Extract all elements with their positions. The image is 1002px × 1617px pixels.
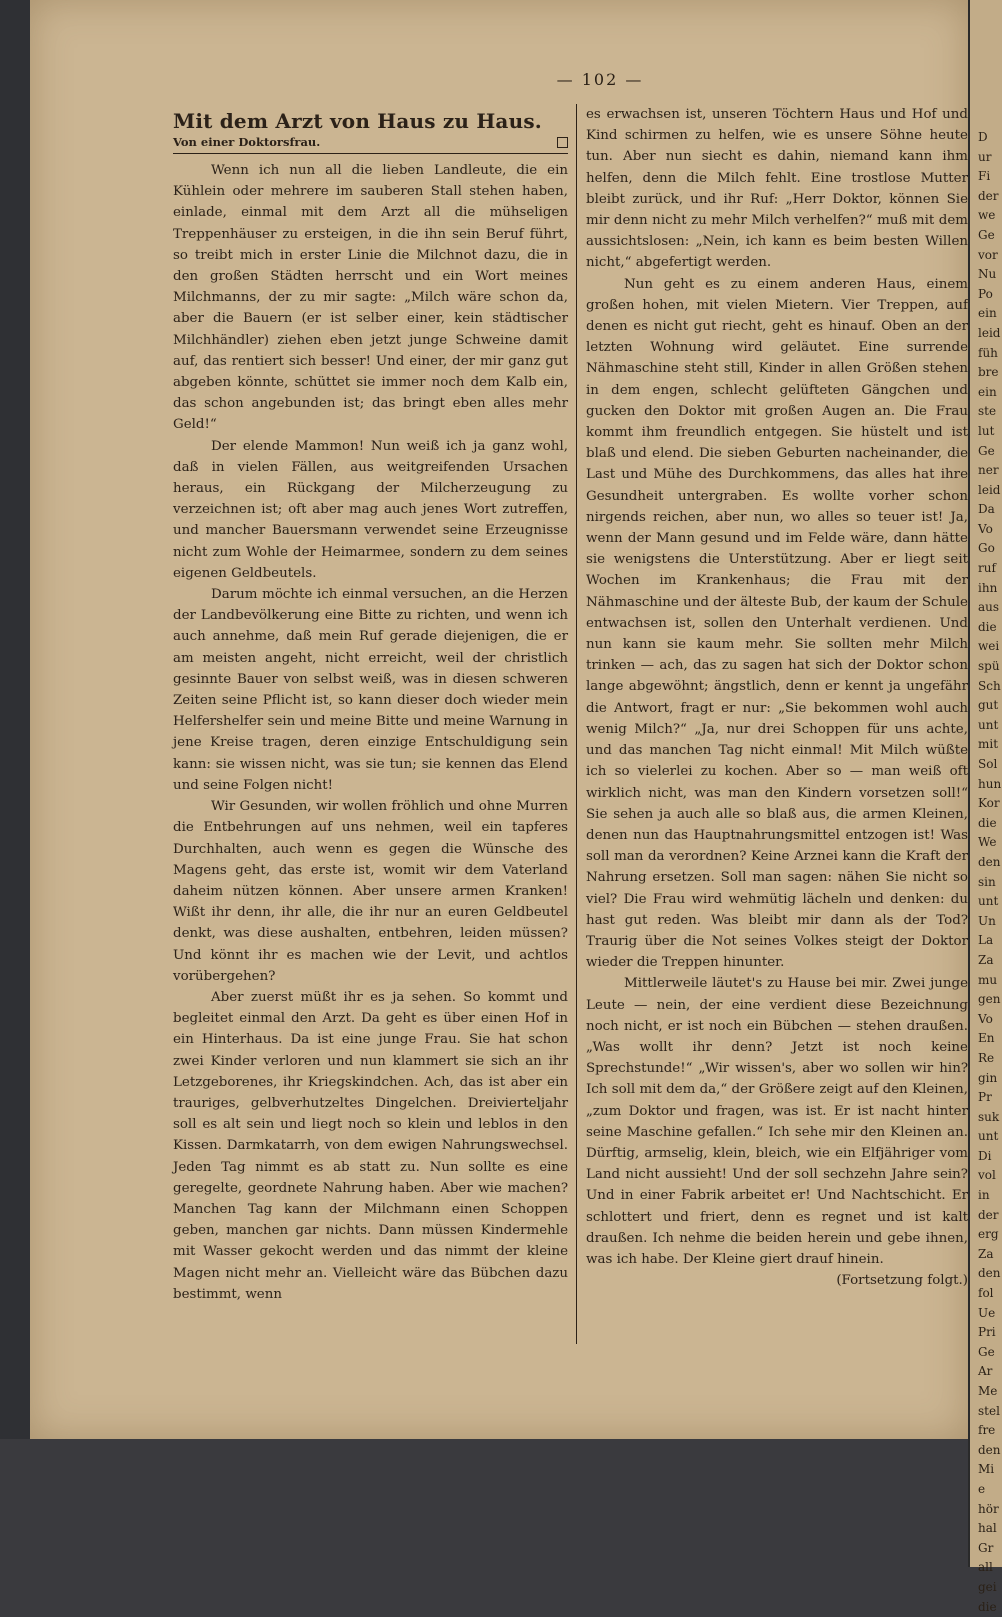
edge-fragment: der <box>978 1207 999 1222</box>
edge-fragment: Gr <box>978 1540 994 1555</box>
edge-fragment: Ge <box>978 227 995 242</box>
edge-fragment: die <box>978 815 997 830</box>
edge-fragment: Di <box>978 1148 992 1163</box>
edge-fragment: unt <box>978 894 999 909</box>
edge-fragment: spü <box>978 659 1000 674</box>
right-column <box>586 104 968 1291</box>
edge-fragment: mit <box>978 737 999 752</box>
byline-text: Von einer Doktorsfrau. <box>173 135 321 149</box>
edge-fragment: Ar <box>978 1364 993 1379</box>
edge-fragment: Vo <box>978 521 993 536</box>
edge-fragment: leid <box>978 325 1001 340</box>
edge-fragment: ein <box>978 384 997 399</box>
edge-fragment: hal <box>978 1521 997 1536</box>
edge-fragment: Pri <box>978 1325 996 1340</box>
edge-fragment: suk <box>978 1109 1000 1124</box>
edge-fragment: Sol <box>978 757 998 771</box>
edge-fragment: Za <box>978 952 994 967</box>
edge-fragment: La <box>978 933 994 948</box>
edge-fragment: erg <box>978 1227 999 1242</box>
left-column-body <box>173 160 568 1305</box>
edge-fragment: mu <box>978 972 998 987</box>
edge-fragment: die <box>978 1599 997 1614</box>
edge-fragment: füh <box>978 345 998 360</box>
edge-fragment: ste <box>978 404 997 419</box>
paragraph: Darum möchte ich einmal versuchen, an die Herzen der Landbevölkerung eine Bitte zu richten, und wenn ich auch annehme, daß mein Ruf gerade diejenigen, die er am meisten angeht, nicht erreicht, weil der christlich gesinnte Bauer von selbst weiß, was in diesen schweren Zeiten seine Pflicht ist, so kann dieser doch wieder mein Helfershelfer sein und meine Bitte und meine Warnung in jene Kreise tragen, deren einzige Entschuldigung sein kann: sie wissen nicht, was sie tun; sie kennen das Elend und seine Folgen nicht! <box>173 587 568 793</box>
edge-fragment: Ue <box>978 1305 996 1320</box>
paragraph: Wenn ich nun all die lieben Landleute, die ein Kühlein oder mehrere im sauberen Stall stehen haben, einlade, einmal mit dem Arzt all die mühseligen Treppenhäuser zu ersteigen, in die ihn sein Beruf führt, so treibt mich in erster Linie die Milchnot dazu, die in den großen Städten herrscht und ein Wort meines Milchmanns, der zu mir sagte: „Milch wäre schon da, aber die Bauern (er ist selber einer, kein städtischer Milchhändler) ziehen eben jetzt junge Schweine damit auf, das rentiert sich besser! Und einer, der mir ganz gut abgeben könnte, schüttet sie immer noch dem Kalb ein, das schon angebunden ist; das bringt eben alles mehr Geld!“ <box>173 163 568 433</box>
edge-fragment: En <box>978 1031 995 1046</box>
edge-fragment: Za <box>978 1246 994 1261</box>
edge-fragment: Po <box>978 286 993 301</box>
edge-fragment: ner <box>978 463 999 478</box>
edge-fragment: ein <box>978 306 997 321</box>
edge-fragment: stel <box>978 1403 1000 1418</box>
left-scan-edge <box>0 0 30 1439</box>
edge-fragment: gen <box>978 992 1001 1007</box>
edge-fragment: Sch <box>978 678 1001 693</box>
edge-fragment: Go <box>978 541 995 556</box>
edge-fragment: aus <box>978 600 1000 615</box>
edge-fragment: Nu <box>978 267 997 282</box>
edge-fragment: Kor <box>978 796 1000 811</box>
edge-fragment: den <box>978 1442 1001 1457</box>
square-ornament-icon <box>557 137 568 148</box>
edge-fragment: vol <box>978 1168 996 1183</box>
edge-fragment: gin <box>978 1070 998 1085</box>
paragraph: Wir Gesunden, wir wollen fröhlich und ohne Murren die Entbehrungen auf uns nehmen, weil ein tapferes Durchhalten, auch wenn es gegen die Wünsche des Magens geht, das erste ist, womit wir dem Vaterland daheim nützen können. Aber unsere armen Kranken! Wißt ihr denn, ihr alle, die ihr nur an euren Geldbeutel denkt, was diese aushalten, entbehren, leiden müssen? Und könnt ihr es machen wie der Levit, und achtlos vorübergehen? <box>173 799 568 984</box>
adjacent-page-edge <box>968 0 1002 1614</box>
edge-fragment: ruf <box>978 561 996 576</box>
edge-fragment: sin <box>978 874 996 889</box>
edge-fragment: hun <box>978 776 1002 791</box>
edge-fragment: bre <box>978 365 999 380</box>
edge-fragment: Da <box>978 502 995 517</box>
edge-fragment: we <box>978 208 996 223</box>
edge-fragment: in <box>978 1188 990 1203</box>
edge-fragment: die <box>978 619 997 634</box>
edge-fragment: Re <box>978 1050 995 1065</box>
edge-fragment: Fi <box>978 169 991 184</box>
edge-fragment: unt <box>978 1129 999 1144</box>
edge-fragment: ur <box>978 149 992 164</box>
column-divider <box>576 104 577 1344</box>
edge-fragment: Ge <box>978 1344 995 1359</box>
edge-fragment: hör <box>978 1501 999 1516</box>
left-column <box>173 108 568 1305</box>
edge-fragment: e <box>978 1481 986 1496</box>
paragraph: es erwachsen ist, unseren Töchtern Haus und Hof und Kind schirmen zu helfen, wie es unsere Söhne heute tun. Aber nun siecht es dahin, niemand kann ihm helfen, denn die Milch fehlt. Eine trostlose Mutter bleibt zurück, und ihr Ruf: „Herr Doktor, können Sie mir denn nicht zu mehr Milch verhelfen?“ muß mit dem aussichtslosen: „Nein, ich kann es beim besten Willen nicht,“ abgefertigt werden. <box>586 107 968 271</box>
edge-fragment: unt <box>978 717 999 732</box>
right-column-body <box>586 104 968 1270</box>
edge-fragment: fre <box>978 1423 996 1438</box>
edge-fragment: gei <box>978 1579 997 1594</box>
edge-fragment: Mi <box>978 1462 995 1477</box>
paragraph: Mittlerweile läutet's zu Hause bei mir. Zwei junge Leute — nein, der eine verdient diese Bezeichnung noch nicht, er ist noch ein Bübchen — stehen draußen. „Was wollt ihr denn? Jetzt ist noch keine Sprechstunde!“ „Wir wissen's, aber wo sollen wir hin? Ich soll mit dem da,“ der Größere zeigt auf den Kleinen, „zum Doktor und fragen, was ist. Er ist nacht hinter seine Maschine gefallen.“ Ich sehe mir den Kleinen an. Dürftig, armselig, klein, bleich, wie ein Elfjähriger vom Land nicht aussieht! Und der soll sechzehn Jahre sein? Und in einer Fabrik arbeitet er! Und Nachtschicht. Er schlottert und friert, denn es regnet und ist kalt draußen. Ich nehme die beiden herein und gebe ihnen, was ich habe. Der Kleine giert drauf hinein. <box>586 976 968 1267</box>
article-title: Mit dem Arzt von Haus zu Haus. <box>173 109 542 133</box>
page-number: — 102 — <box>556 70 644 89</box>
edge-fragment: Pr <box>978 1090 992 1105</box>
edge-fragment: Vo <box>978 1011 993 1026</box>
edge-fragment: ihn <box>978 580 998 595</box>
edge-fragment: D <box>978 130 988 144</box>
paragraph: Aber zuerst müßt ihr es ja sehen. So kommt und begleitet einmal den Arzt. Da geht es über einen Hof in ein Hinterhaus. Da ist eine junge Frau. Sie hat schon zwei Kinder verloren und nun klammert sie sich an ihr Letzgeborenes, ihr Kriegskindchen. Ach, das ist aber ein trauriges, gelbverhutzeltes Dingelchen. Dreivierteljahr soll es alt sein und liegt noch so klein und leblos in den Kissen. Darmkatarrh, von dem ewigen Nahrungswechsel. Jeden Tag nimmt es ab statt zu. Nun sollte es eine geregelte, geordnete Nahrung haben. Aber wie machen? Manchen Tag kann der Milchmann einen Schoppen geben, manchen gar nichts. Dann müssen Kindermehle mit Wasser gekocht werden und das nimmt der kleine Magen nicht mehr an. Vielleicht wäre das Bübchen dazu bestimmt, wenn <box>173 989 568 1302</box>
edge-fragment: We <box>978 835 997 850</box>
edge-fragment: leid <box>978 482 1001 497</box>
continued-note: (Fortsetzung folgt.) <box>836 1273 968 1289</box>
edge-fragment: Ge <box>978 443 995 458</box>
edge-fragment: fol <box>978 1286 994 1301</box>
edge-fragment: lut <box>978 423 995 438</box>
edge-fragment: den <box>978 854 1001 869</box>
edge-fragment: Un <box>978 913 996 928</box>
edge-fragment: Me <box>978 1384 998 1398</box>
edge-fragment: den <box>978 1266 1001 1281</box>
edge-fragment: wei <box>978 639 1000 654</box>
article-byline <box>173 134 568 154</box>
edge-fragment: gut <box>978 698 999 713</box>
paragraph: Der elende Mammon! Nun weiß ich ja ganz wohl, daß in vielen Fällen, aus weitgreifenden Ursachen heraus, ein Rückgang der Milcherzeugung zu verzeichnen ist; oft aber mag auch jenes Wort zutreffen, und mancher Bauersmann verwendet seine Erzeugnisse nicht zum Wohle der Heimarmee, sondern zu dem seines eigenen Geldbeutels. <box>173 438 568 581</box>
edge-fragment: vor <box>978 247 998 262</box>
edge-fragment: der <box>978 188 999 203</box>
paragraph: Nun geht es zu einem anderen Haus, einem großen hohen, mit vielen Mietern. Vier Treppen, auf denen es nicht gut riecht, geht es hinauf. Oben an der letzten Wohnung wird geläutet. Eine surrende Nähmaschine steht still, Kinder in allen Größen stehen in dem engen, schlecht gelüfteten Gängchen und gucken den Doktor mit großen Augen an. Die Frau kommt ihm freundlich entgegen. Sie hüstelt und ist blaß und elend. Die sieben Geburten nacheinander, die Last und Mühe des Durchkommens, das alles hat ihre Gesundheit untergraben. Es wollte vorher schon nirgends reichen, aber nun, wo alles so teuer ist! Ja, wenn der Mann gesund und im Felde wäre, dann hätte sie wenigstens die Unterstützung. Aber er liegt seit Wochen im Krankenhaus; die Frau mit der Nähmaschine und der älteste Bub, der kaum der Schule entwachsen ist, sollen den Unterhalt verdienen. Und nun kann sie kaum mehr. Sie sollten mehr Milch trinken — ach, das zu sagen hat sich der Doktor schon lange abgewöhnt; ängstlich, denn er kennt ja ungefähr die Antwort, fragt er nur: „Sie bekommen wohl auch wenig Milch?“ „Ja, nur drei Schoppen für uns achte, und das manchen Tag nicht einmal! Mit Milch wüßte ich so vielerlei zu kochen. Aber so — man weiß oft wirklich nicht, was man den Kindern vorsetzen soll!“ Sie sehen ja auch alle so blaß aus, die armen Kleinen, denen nun das Hauptnahrungsmittel entzogen ist! Was soll man da verordnen? Keine Arznei kann die Kraft der Nahrung ersetzen. Soll man sagen: nähen Sie nicht so viel? Die Frau wird wehmütig lächeln und denken: du hast gut reden. Was bleibt mir dann als der Tod? Traurig über die Not seines Volkes steigt der Doktor wieder die Treppen hinunter. <box>586 276 968 971</box>
edge-fragment: all <box>978 1560 993 1575</box>
